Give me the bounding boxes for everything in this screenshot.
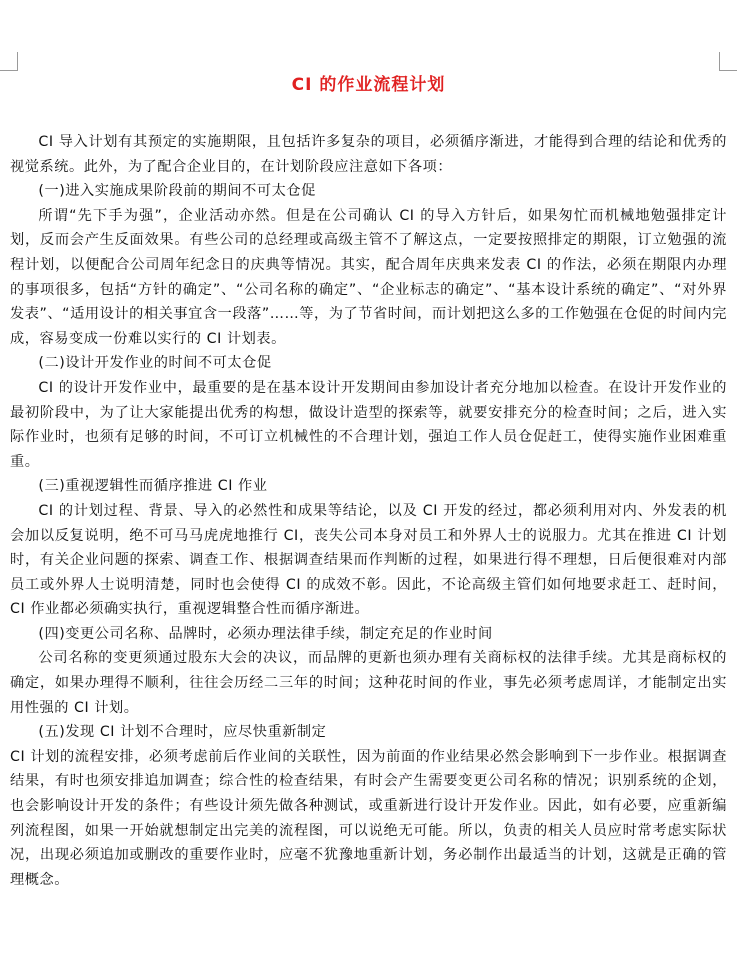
document-body bbox=[10, 130, 727, 892]
document-title: CI 的作业流程计划 bbox=[291, 75, 446, 95]
crop-mark-top-left bbox=[0, 52, 18, 71]
section-paragraph-5: CI 计划的流程安排，必须考虑前后作业间的关联性，因为前面的作业结果必然会影响到下一步作业。根据调查结果，有时也须安排追加调查；综合性的检查结果，有时会产生需要变更公司名称的情况；识别系统的企划，也会影响设计开发的条件；有些设计须先做各种测试，或重新进行设计开发作业。因此，如有必要，应重新编列流程图，如果一开始就想制定出完美的流程图，可以说绝无可能。所以，负责的相关人员应时常考虑实际状况，出现必须追加或删改的重要作业时，应毫不犹豫地重新计划，务必制作出最适当的计划，这就是正确的管理概念。 bbox=[10, 748, 727, 888]
section-heading-3: (三)重视逻辑性而循序推进 CI 作业 bbox=[38, 478, 268, 495]
section-paragraph-4: 公司名称的变更须通过股东大会的决议，而品牌的更新也须办理有关商标权的法律手续。尤其是商标权的确定，如果办理得不顺利，往往会历经二三年的时间；这种花时间的作业，事先必须考虑周详，才能制定出实用性强的 CI 计划。 bbox=[10, 650, 727, 716]
crop-mark-top-right bbox=[719, 52, 737, 71]
section-heading-4: (四)变更公司名称、品牌时，必须办理法律手续，制定充足的作业时间 bbox=[38, 625, 493, 642]
section-heading-1: (一)进入实施成果阶段前的期间不可太仓促 bbox=[38, 183, 316, 200]
section-paragraph-2: CI 的设计开发作业中，最重要的是在基本设计开发期间由参加设计者充分地加以检查。在设计开发作业的最初阶段中，为了让大家能提出优秀的构想，做设计造型的探索等，就要安排充分的检查时间；之后，进入实际作业时，也须有足够的时间，不可订立机械性的不合理计划，强迫工作人员仓促赶工，使得实施作业困难重重。 bbox=[10, 379, 727, 470]
section-heading-2: (二)设计开发作业的时间不可太仓促 bbox=[38, 355, 272, 372]
intro-paragraph: CI 导入计划有其预定的实施期限，且包括许多复杂的项目，必须循序渐进，才能得到合理的结论和优秀的视觉系统。此外，为了配合企业目的，在计划阶段应注意如下各项： bbox=[10, 134, 727, 175]
section-paragraph-3: CI 的计划过程、背景、导入的必然性和成果等结论，以及 CI 开发的经过，都必须利用对内、外发表的机会加以反复说明，绝不可马马虎虎地推行 CI，丧失公司本身对员工和外界人士的说服力。尤其在推进 CI 计划时，有关企业问题的探索、调查工作、根据调查结果而作判断的过程，如果进行得不理想，日后便很难对内部员工或外界人士说明清楚，同时也会使得 CI 的成效不彰。因此，不论高级主管们如何地要求赶工、赶时间，CI 作业都必须确实执行，重视逻辑整合性而循序渐进。 bbox=[10, 502, 727, 618]
section-paragraph-1: 所谓“先下手为强”，企业活动亦然。但是在公司确认 CI 的导入方针后，如果匆忙而机械地勉强排定计划，反而会产生反面效果。有些公司的总经理或高级主管不了解这点，一定要按照排定的期限，订立勉强的流程计划，以便配合公司周年纪念日的庆典等情况。其实，配合周年庆典来发表 CI 的作法，必须在期限内办理的事项很多，包括“方针的确定”、“公司名称的确定”、“企业标志的确定”、“基本设计系统的确定”、“对外界发表”、“适用设计的相关事宜含一段落”……等，为了节省时间，而计划把这么多的工作勉强在仓促的时间内完成，容易变成一份难以实行的 CI 计划表。 bbox=[10, 207, 727, 347]
section-heading-5: (五)发现 CI 计划不合理时，应尽快重新制定 bbox=[38, 724, 327, 741]
